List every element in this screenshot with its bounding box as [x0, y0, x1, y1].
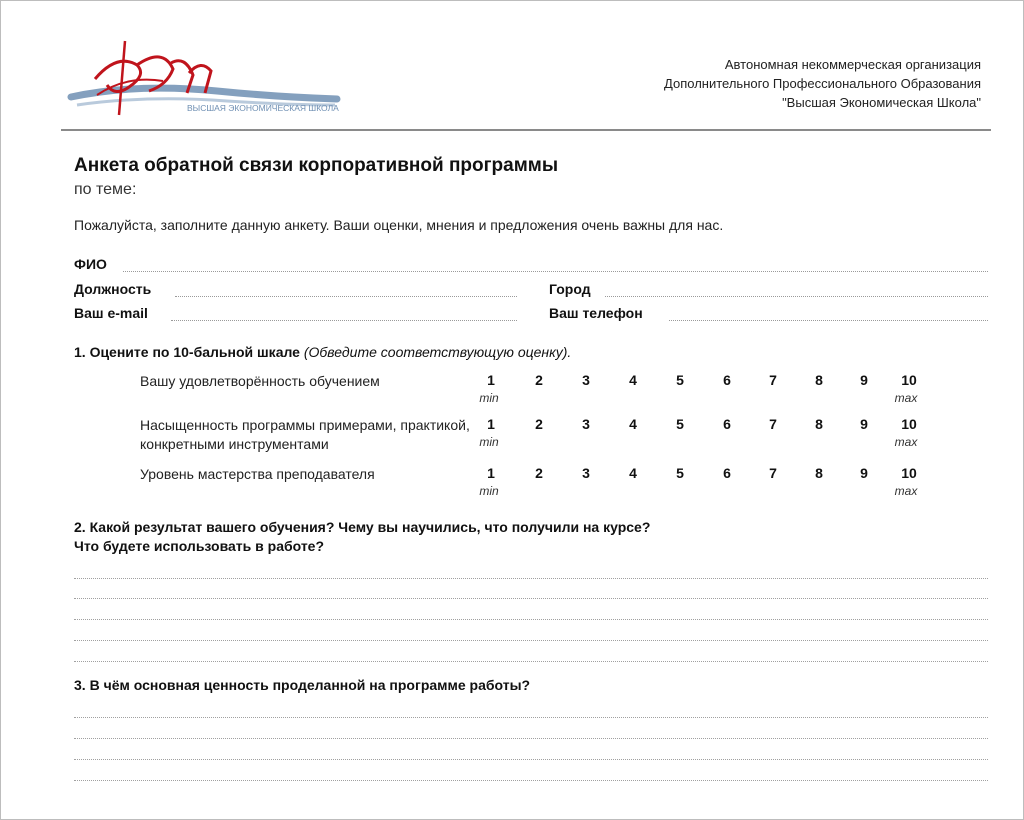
rating-option[interactable]: 3 [582, 416, 590, 432]
scale-max-label: max [894, 435, 918, 449]
answer-line[interactable] [74, 661, 988, 662]
question-2-line: 2. Какой результат вашего обучения? Чему вы научились, что получили на курсе? [74, 519, 651, 535]
rating-option[interactable]: 9 [860, 372, 868, 388]
rating-option[interactable]: 5 [676, 465, 684, 481]
form-subtitle: по теме: [74, 181, 137, 198]
answer-line[interactable] [74, 578, 988, 579]
fio-field[interactable] [123, 271, 988, 272]
rating-option[interactable]: 5 [676, 416, 684, 432]
answer-line[interactable] [74, 759, 988, 760]
answer-line[interactable] [74, 619, 988, 620]
question-1-heading [74, 343, 571, 362]
logo-wordmark: ВЫСШАЯ ЭКОНОМИЧЕСКАЯ ШКОЛА [187, 103, 339, 113]
rating-option[interactable]: 7 [769, 465, 777, 481]
organization-info [664, 55, 981, 112]
scale-min-label: min [479, 484, 499, 498]
rating-option[interactable]: 4 [629, 465, 637, 481]
rating-option[interactable]: 4 [629, 372, 637, 388]
answer-line[interactable] [74, 780, 988, 781]
question-3-heading: 3. В чём основная ценность проделанной на программе работы? [74, 677, 531, 693]
rating-option[interactable]: 9 [860, 416, 868, 432]
org-line: Автономная некоммерческая организация [724, 57, 981, 72]
rating-option[interactable]: 3 [582, 372, 590, 388]
scale-max-label: max [894, 484, 918, 498]
rating-option[interactable]: 10 [901, 416, 917, 432]
position-label: Должность [74, 281, 152, 297]
rating-option[interactable]: 8 [815, 416, 823, 432]
scale-min-label: min [479, 435, 499, 449]
city-field[interactable] [605, 296, 988, 297]
rating-row-label: Вашу удовлетворённость обучением [140, 373, 380, 389]
rating-option[interactable]: 1 [487, 372, 495, 388]
answer-line[interactable] [74, 738, 988, 739]
rating-option[interactable]: 8 [815, 372, 823, 388]
rating-option[interactable]: 9 [860, 465, 868, 481]
header-divider [61, 129, 991, 131]
rating-option[interactable]: 6 [723, 372, 731, 388]
rating-option[interactable]: 10 [901, 465, 917, 481]
question-1-hint: (Обведите соответствующую оценку). [303, 344, 572, 360]
rating-option[interactable]: 2 [535, 465, 543, 481]
rating-option[interactable]: 7 [769, 416, 777, 432]
rating-option[interactable]: 10 [901, 372, 917, 388]
city-label: Город [549, 281, 591, 297]
rating-row-label: Уровень мастерства преподавателя [140, 466, 375, 482]
rating-option[interactable]: 1 [487, 465, 495, 481]
rating-option[interactable]: 3 [582, 465, 590, 481]
answer-line[interactable] [74, 598, 988, 599]
phone-label: Ваш телефон [549, 305, 643, 321]
rating-option[interactable]: 7 [769, 372, 777, 388]
scale-min-label: min [479, 391, 499, 405]
answer-line[interactable] [74, 717, 988, 718]
question-1-title: 1. Оцените по 10-бальной шкале [74, 344, 300, 360]
question-2-line: Что будете использовать в работе? [74, 538, 325, 554]
org-line: Дополнительного Профессионального Образования [664, 76, 981, 91]
form-intro: Пожалуйста, заполните данную анкету. Ваши оценки, мнения и предложения очень важны для нас. [74, 217, 724, 233]
rating-option[interactable]: 4 [629, 416, 637, 432]
rating-option[interactable]: 8 [815, 465, 823, 481]
rating-row-label: Насыщенность программы примерами, практикой, конкретными инструментами [140, 417, 470, 452]
email-label: Ваш e-mail [74, 305, 148, 321]
position-field[interactable] [175, 296, 517, 297]
rating-option[interactable]: 1 [487, 416, 495, 432]
phone-field[interactable] [669, 320, 988, 321]
rating-option[interactable]: 2 [535, 416, 543, 432]
school-logo [67, 35, 347, 121]
rating-option[interactable]: 6 [723, 416, 731, 432]
form-title: Анкета обратной связи корпоративной программы [74, 155, 559, 176]
fio-label: ФИО [74, 256, 107, 272]
rating-option[interactable]: 6 [723, 465, 731, 481]
rating-option[interactable]: 5 [676, 372, 684, 388]
org-line: "Высшая Экономическая Школа" [782, 95, 981, 110]
rating-option[interactable]: 2 [535, 372, 543, 388]
answer-line[interactable] [74, 640, 988, 641]
email-field[interactable] [171, 320, 517, 321]
scale-max-label: max [894, 391, 918, 405]
question-2-heading [74, 518, 650, 556]
